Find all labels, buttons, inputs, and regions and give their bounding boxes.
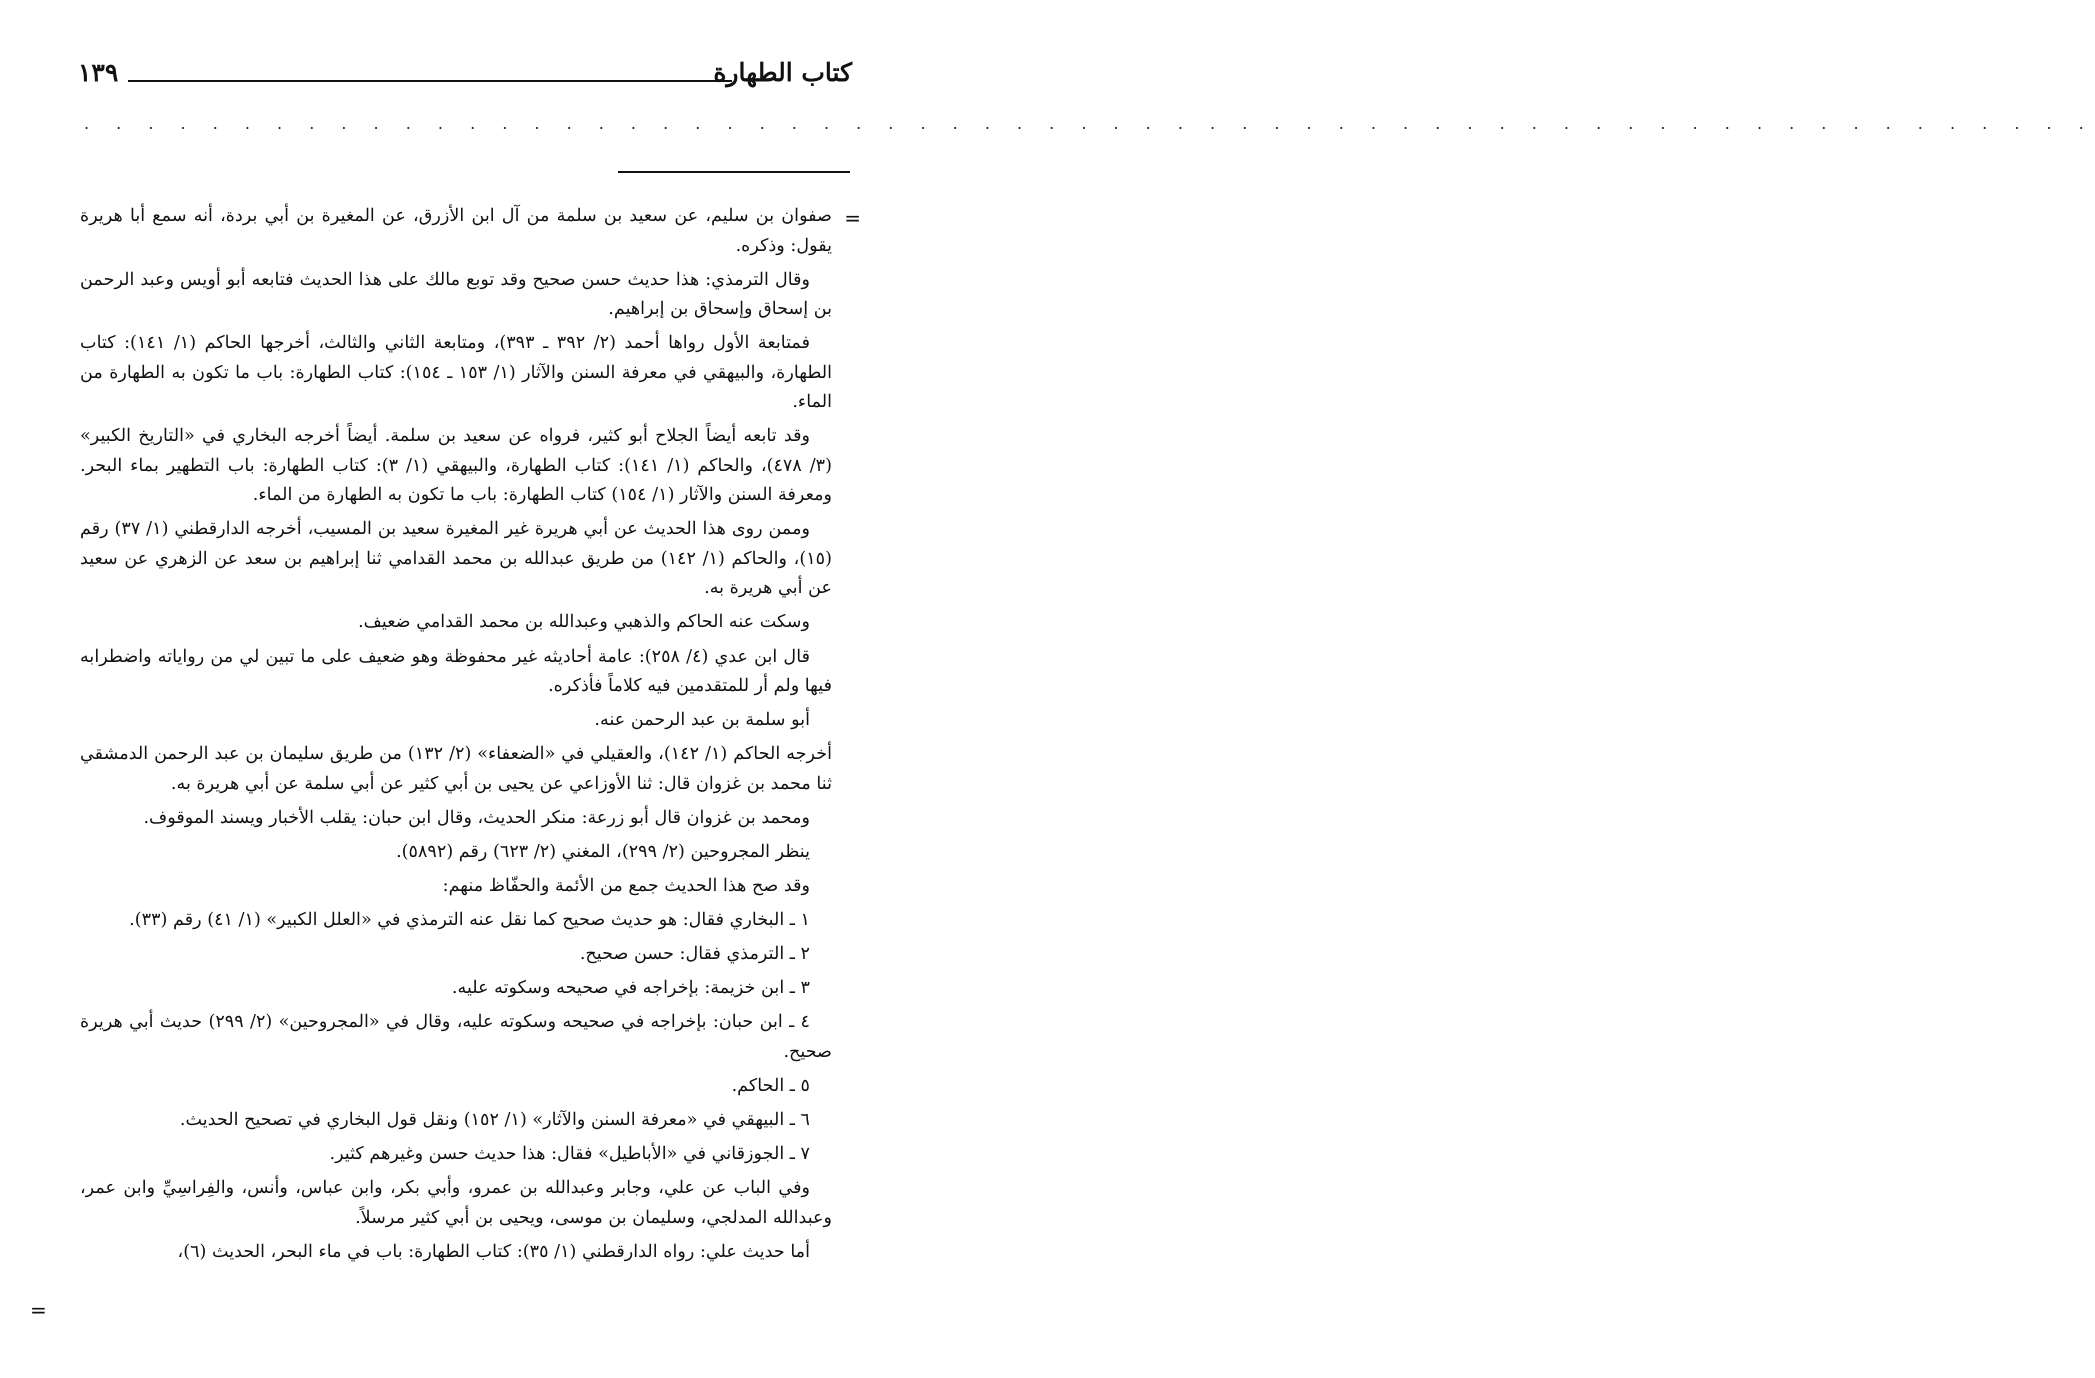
paragraph: قال ابن عدي (٤/ ٢٥٨): عامة أحاديثه غير محفوظة وهو ضعيف على ما تبين لي من رواياته واضطرابه فيها ولم أر للمتقدمين فيه كلاماً فأذكره. bbox=[80, 646, 832, 697]
paragraph: وسكت عنه الحاكم والذهبي وعبدالله بن محمد القدامي ضعيف. bbox=[358, 612, 810, 633]
chapter-title: كتاب الطهارة bbox=[713, 58, 852, 87]
list-item: ١ ـ البخاري فقال: هو حديث صحيح كما نقل عنه الترمذي في «العلل الكبير» (١/ ٤١) رقم (٣٣). bbox=[129, 910, 810, 931]
list-item: ٦ ـ البيهقي في «معرفة السنن والآثار» (١/ ١٥٢) ونقل قول البخاري في تصحيح الحديث. bbox=[179, 1110, 810, 1131]
paragraph: وقد تابعه أيضاً الجلاح أبو كثير، فرواه عن سعيد بن سلمة. أيضاً أخرجه البخاري في «التاريخ الكبير» (٣/ ٤٧٨)، والحاكم (١/ ١٤١): كتاب الطهارة، والبيهقي (١/ ٣): كتاب الطهارة: باب التطهير بماء البحر. ومعرفة السنن والآثار (١/ ١٥٤) كتاب الطهارة: باب ما تكون به الطهارة من الماء. bbox=[80, 426, 832, 506]
paragraph: وممن روى هذا الحديث عن أبي هريرة غير المغيرة سعيد بن المسيب، أخرجه الدارقطني (١/ ٣٧) رقم (١٥)، والحاكم (١/ ١٤٢) من طريق عبدالله بن محمد القدامي ثنا إبراهيم بن سعد عن الزهري عن سعيد عن أبي هريرة به. bbox=[80, 519, 833, 599]
paragraph: أما حديث علي: رواه الدارقطني (١/ ٣٥): كتاب الطهارة: باب في ماء البحر، الحديث (٦)، bbox=[177, 1241, 810, 1262]
paragraph: وفي الباب عن علي، وجابر وعبدالله بن عمرو، وأبي بكر، وابن عباس، وأنس، والفِراسِيِّ وابن عمر، وعبدالله المدلجي، وسليمان بن موسى، ويحيى بن أبي كثير مرسلاً. bbox=[80, 1178, 832, 1228]
list-item: ٥ ـ الحاكم. bbox=[731, 1076, 810, 1096]
continuation-mark-top: = bbox=[844, 206, 861, 230]
header-rule bbox=[128, 80, 732, 82]
list-item: ٤ ـ ابن حبان: بإخراجه في صحيحه وسكوته عليه، وقال في «المجروحين» (٢/ ٢٩٩) حديث أبي هريرة صحيح. bbox=[80, 1012, 832, 1062]
paragraph: ينظر المجروحين (٢/ ٢٩٩)، المغني (٢/ ٦٢٣) رقم (٥٨٩٢). bbox=[396, 841, 810, 862]
paragraph: أبو سلمة بن عبد الرحمن عنه. bbox=[594, 710, 810, 731]
paragraph: وقال الترمذي: هذا حديث حسن صحيح وقد توبع مالك على هذا الحديث فتابعه أبو أويس وعبد الرحمن بن إسحاق وإسحاق بن إبراهيم. bbox=[80, 269, 832, 320]
paragraph: أخرجه الحاكم (١/ ١٤٢)، والعقيلي في «الضعفاء» (٢/ ١٣٢) من طريق سليمان بن عبد الرحمن الدمشقي ثنا محمد بن غزوان قال: ثنا الأوزاعي عن يحيى بن أبي كثير عن أبي سلمة عن أبي هريرة به. bbox=[80, 744, 832, 794]
list-item: ٣ ـ ابن خزيمة: بإخراجه في صحيحه وسكوته عليه. bbox=[451, 978, 810, 999]
dotted-separator: . . . . . . . . . . . . . . . . . . . . . . . . . . . . . . . . . . . . . . . . . . . . . . . . . . . . . . . . . . . . . . . bbox=[84, 114, 2095, 133]
footnote-body bbox=[80, 202, 832, 1272]
list-item: ٢ ـ الترمذي فقال: حسن صحيح. bbox=[579, 944, 810, 965]
paragraph: صفوان بن سليم، عن سعيد بن سلمة من آل ابن الأزرق، عن المغيرة بن أبي بردة، أنه سمع أبا هريرة يقول: وذكره. bbox=[80, 206, 832, 256]
continuation-mark-bottom: = bbox=[30, 1298, 47, 1322]
running-header bbox=[78, 54, 852, 94]
footnote-separator-rule bbox=[618, 171, 850, 173]
list-item: ٧ ـ الجوزقاني في «الأباطيل» فقال: هذا حديث حسن وغيرهم كثير. bbox=[329, 1144, 810, 1165]
paragraph: وقد صح هذا الحديث جمع من الأئمة والحفّاظ منهم: bbox=[442, 876, 810, 897]
paragraph: فمتابعة الأول رواها أحمد (٢/ ٣٩٢ ـ ٣٩٣)، ومتابعة الثاني والثالث، أخرجها الحاكم (١/ ١٤١): كتاب الطهارة، والبيهقي في معرفة السنن والآثار (١/ ١٥٣ ـ ١٥٤): كتاب الطهارة: باب ما تكون به الطهارة من الماء. bbox=[80, 333, 832, 413]
page-number: ١٣٩ bbox=[78, 58, 119, 87]
paragraph: ومحمد بن غزوان قال أبو زرعة: منكر الحديث، وقال ابن حبان: يقلب الأخبار ويسند الموقوف. bbox=[143, 807, 810, 828]
